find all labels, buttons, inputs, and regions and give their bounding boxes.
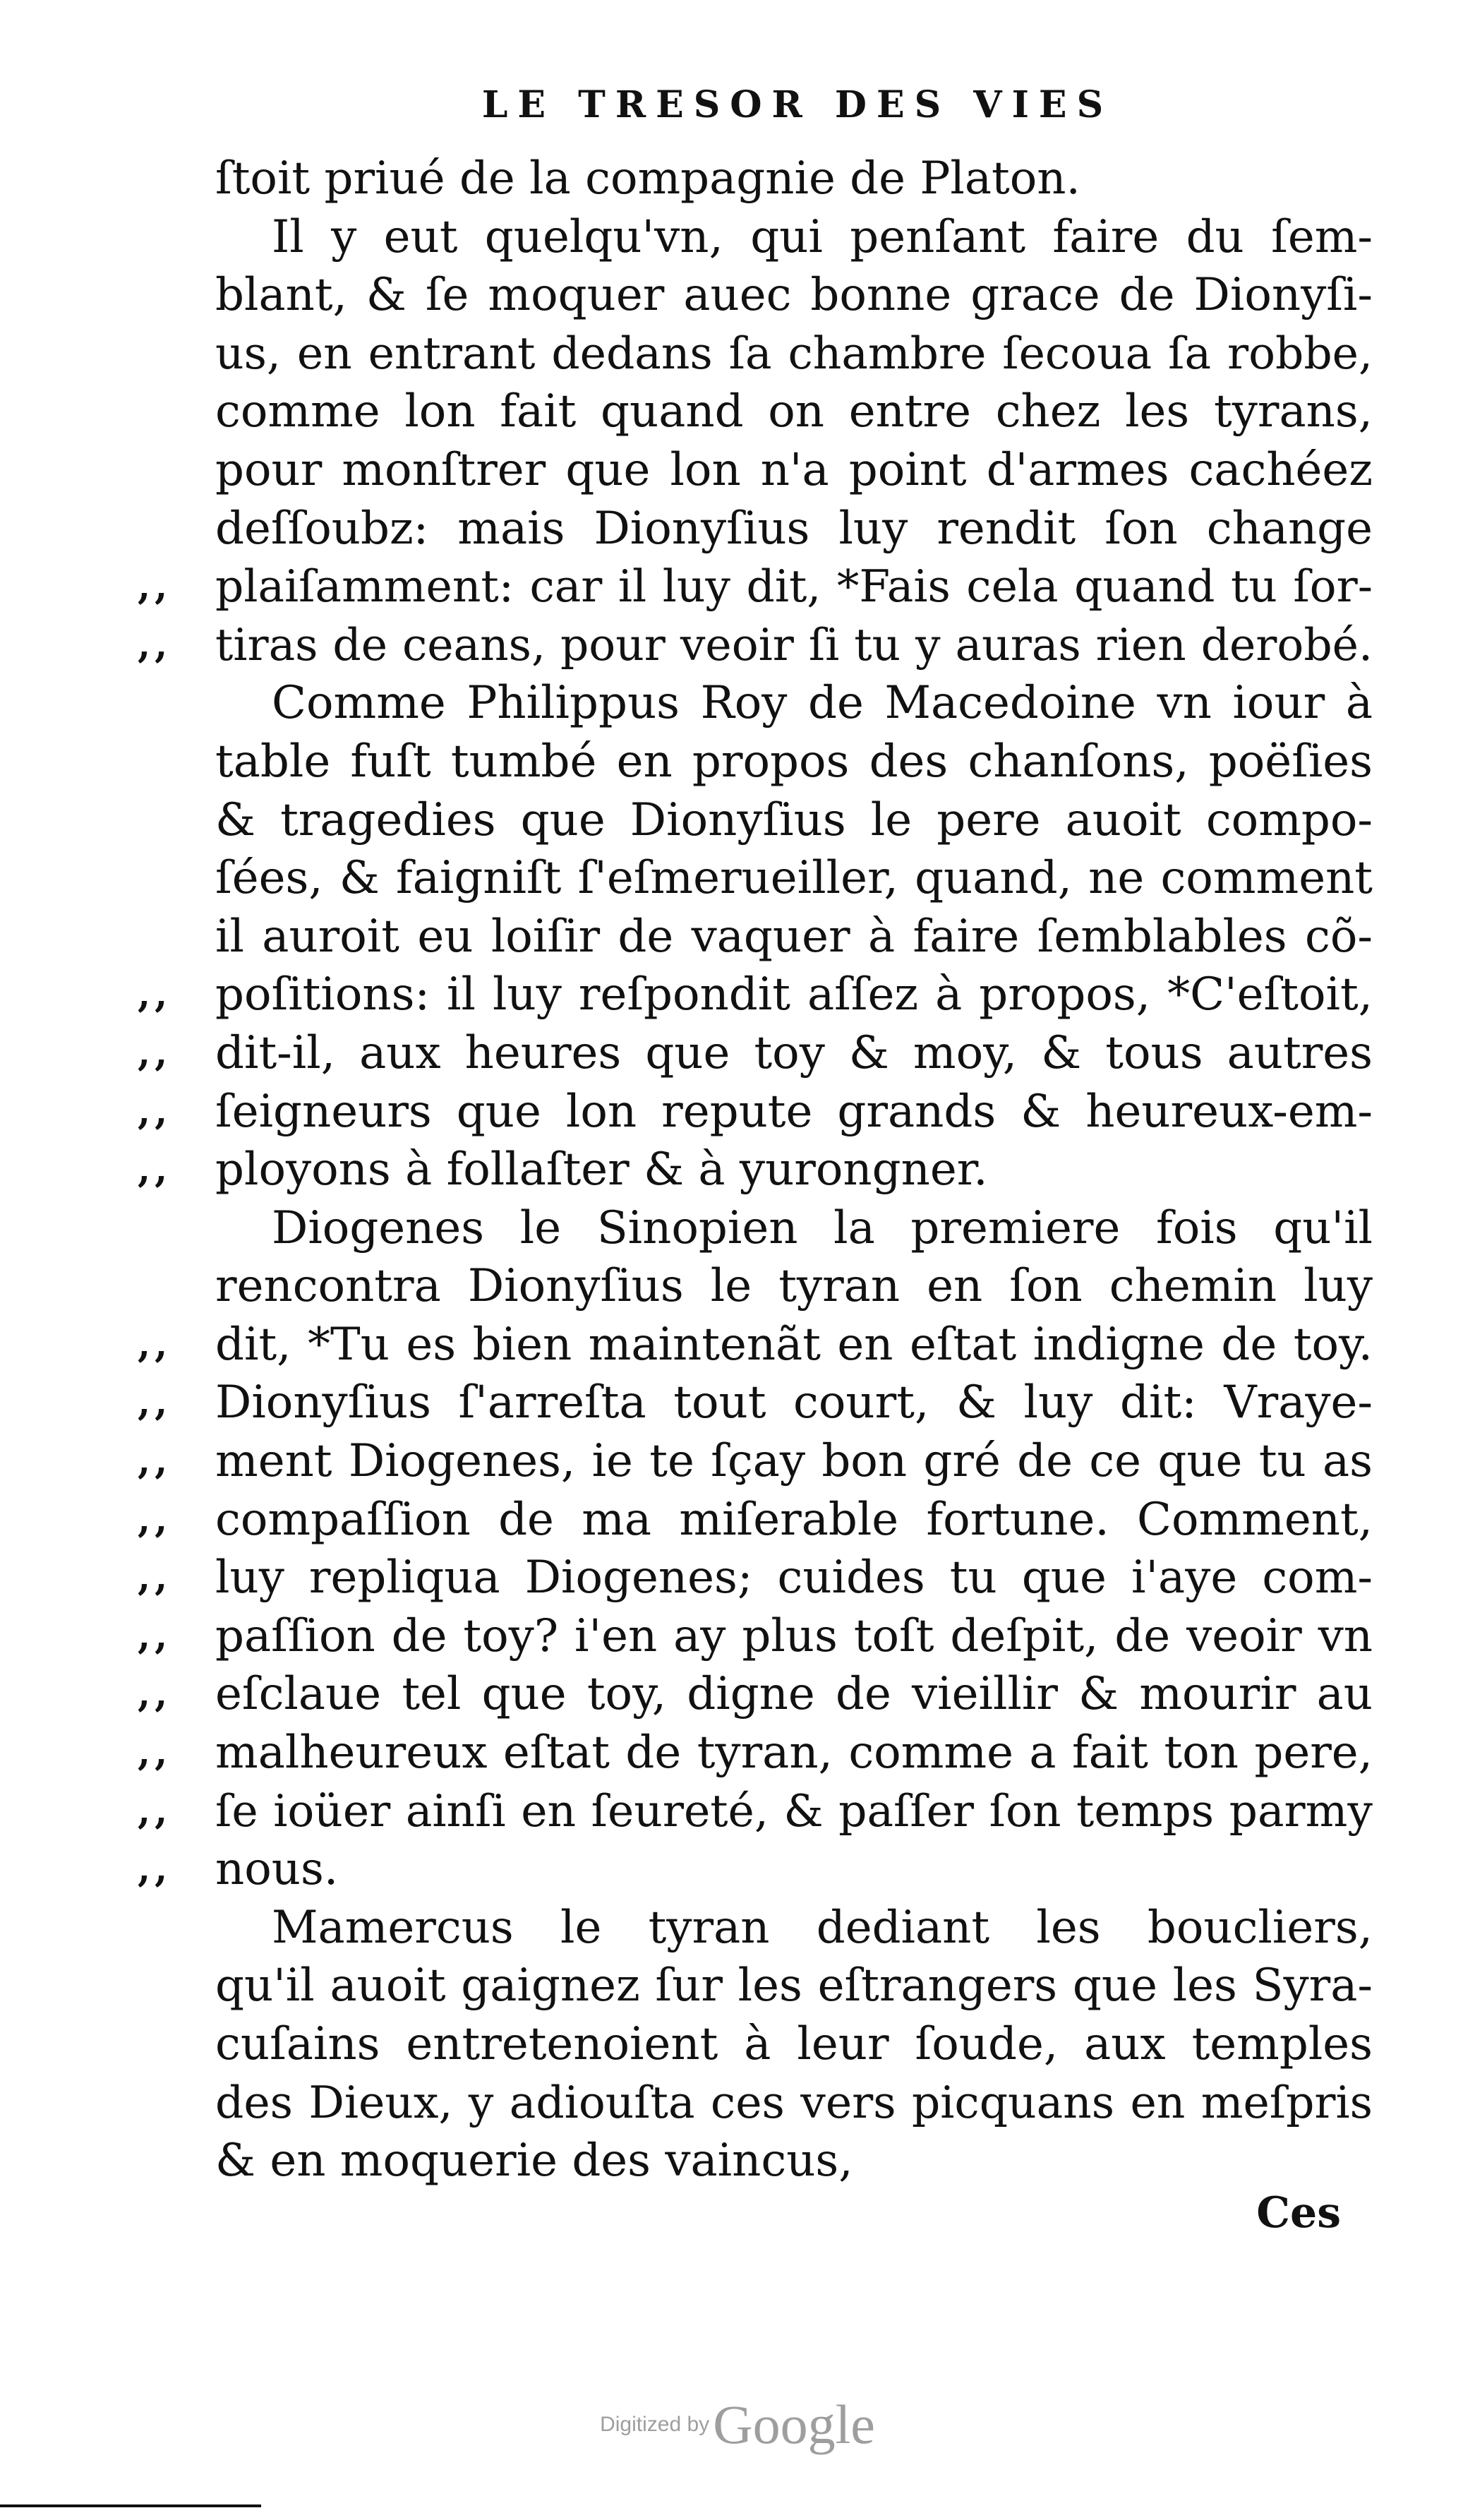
line-text: table fuſt tumbé en propos des chanſons, poëſies — [215, 735, 1373, 788]
line-text: ſtoit priué de la compagnie de Platon. — [215, 152, 1080, 205]
line-text: poſitions: il luy reſpondit aſſez à propos, *C'eſtoit, — [215, 968, 1373, 1021]
line-text: ment Diogenes, ie te ſçay bon gré de ce que tu as — [215, 1435, 1373, 1488]
line-text: compaſſion de ma miſerable fortune. Comment, — [215, 1493, 1373, 1546]
quotation-margin-mark: ,, — [138, 1847, 172, 1891]
text-line — [138, 1024, 1373, 1083]
line-text: us, en entrant dedans ſa chambre ſecoua ſa robbe, — [215, 327, 1373, 379]
text-line — [215, 150, 1373, 208]
text-line — [215, 2074, 1373, 2132]
text-line — [138, 966, 1373, 1024]
catchword: Ces — [1256, 2188, 1341, 2238]
text-line — [215, 908, 1373, 966]
text-line — [138, 558, 1373, 616]
text-line — [215, 2015, 1373, 2074]
text-line — [138, 1724, 1373, 1782]
bottom-rule — [0, 2504, 261, 2507]
text-line — [138, 1607, 1373, 1666]
line-text: dit, *Tu es bien maintenãt en eſtat indigne de toy. — [215, 1318, 1373, 1371]
line-text: blant, & ſe moquer auec bonne grace de Dionyſi- — [215, 269, 1373, 322]
quotation-margin-mark: ,, — [138, 1381, 172, 1424]
text-line — [138, 1665, 1373, 1724]
line-text: Diogenes le Sinopien la premiere fois qu'il — [272, 1201, 1373, 1254]
text-line — [215, 208, 1373, 267]
text-line — [138, 1491, 1373, 1549]
text-line — [215, 1199, 1373, 1258]
body-text — [138, 150, 1373, 2190]
line-text: dit-il, aux heures que toy & moy, & tous autres — [215, 1026, 1373, 1079]
line-text: des Dieux, y adiouſta ces vers picquans en meſpris — [215, 2076, 1373, 2128]
line-text: paſſion de toy? i'en ay plus toſt deſpit, de veoir vn — [215, 1609, 1373, 1662]
google-logo: Google — [713, 2394, 875, 2455]
quotation-margin-mark: ,, — [138, 1148, 172, 1192]
text-line — [138, 1141, 1373, 1199]
quotation-margin-mark: ,, — [138, 1731, 172, 1775]
quotation-margin-mark: ,, — [138, 1497, 172, 1541]
text-line — [138, 1083, 1373, 1141]
line-text: & tragedies que Dionyſius le pere auoit compo- — [215, 793, 1373, 846]
line-text: tiras de ceans, pour veoir ſi tu y auras rien derobé. — [215, 618, 1373, 671]
text-line — [138, 1549, 1373, 1607]
text-line — [215, 1957, 1373, 2015]
quotation-margin-mark: ,, — [138, 973, 172, 1016]
quotation-margin-mark: ,, — [138, 1322, 172, 1366]
quotation-margin-mark: ,, — [138, 1556, 172, 1600]
line-text: ſe ioüer ainſi en ſeureté, & paſſer ſon temps parmy — [215, 1784, 1373, 1837]
line-text: luy repliqua Diogenes; cuides tu que i'aye com- — [215, 1552, 1373, 1604]
line-text: qu'il auoit gaignez ſur les eſtrangers que les Syra- — [215, 1960, 1373, 2012]
quotation-margin-mark: ,, — [138, 1789, 172, 1832]
line-text: Dionyſius ſ'arreſta tout court, & luy dit: Vraye- — [215, 1376, 1373, 1429]
line-text: ployons à follaſter & à yurongner. — [215, 1144, 988, 1196]
text-line — [215, 441, 1373, 500]
line-text: ſées, & faigniſt ſ'eſmerueiller, quand, ne comment — [215, 852, 1373, 905]
text-line — [215, 674, 1373, 733]
line-text: & en moquerie des vaincus, — [215, 2135, 853, 2188]
quotation-margin-mark: ,, — [138, 565, 172, 608]
line-text: ſeigneurs que lon repute grands & heureux-em- — [215, 1085, 1373, 1138]
text-line — [138, 616, 1373, 675]
text-line — [215, 733, 1373, 791]
line-text: Comme Philippus Roy de Macedoine vn iour à — [272, 677, 1373, 730]
line-text: plaiſamment: car il luy dit, *Fais cela quand tu ſor- — [215, 560, 1373, 613]
line-text: rencontra Dionyſius le tyran en ſon chemin luy — [215, 1260, 1373, 1313]
text-line — [215, 266, 1373, 325]
line-text: deſſoubz: mais Dionyſius luy rendit ſon change — [215, 502, 1373, 555]
text-line — [215, 383, 1373, 441]
line-text: Il y eut quelqu'vn, qui penſant faire du ſem- — [272, 210, 1373, 263]
text-line — [215, 791, 1373, 850]
line-text: comme lon fait quand on entre chez les tyrans, — [215, 385, 1373, 438]
line-text: Mamercus le tyran dediant les boucliers, — [272, 1901, 1373, 1954]
line-text: pour monſtrer que lon n'a point d'armes cachéez — [215, 443, 1373, 496]
line-text: nous. — [215, 1843, 339, 1896]
text-line — [215, 849, 1373, 908]
running-head: LE TRESOR DES VIES — [481, 83, 1114, 126]
text-line — [138, 1374, 1373, 1432]
text-line — [215, 500, 1373, 558]
text-line — [138, 1782, 1373, 1841]
text-line — [138, 1840, 1373, 1899]
quotation-margin-mark: ,, — [138, 1614, 172, 1657]
text-line — [215, 1257, 1373, 1316]
line-text: cuſains entretenoient à leur ſoude, aux temples — [215, 2018, 1373, 2070]
line-text: il auroit eu loiſir de vaquer à faire ſemblables cõ- — [215, 910, 1373, 963]
text-line — [215, 1899, 1373, 1957]
quotation-margin-mark: ,, — [138, 1089, 172, 1133]
quotation-margin-mark: ,, — [138, 1672, 172, 1716]
text-line — [215, 2132, 1373, 2190]
quotation-margin-mark: ,, — [138, 1439, 172, 1483]
quotation-margin-mark: ,, — [138, 623, 172, 666]
line-text: malheureux eſtat de tyran, comme a fait ton pere, — [215, 1727, 1373, 1780]
quotation-margin-mark: ,, — [138, 1031, 172, 1074]
text-line — [138, 1316, 1373, 1374]
digitized-label: Digitized by — [600, 2413, 710, 2436]
digitization-watermark — [0, 2393, 1475, 2456]
line-text: eſclaue tel que toy, digne de vieillir & mourir au — [215, 1668, 1373, 1721]
text-line — [138, 1432, 1373, 1491]
text-line — [215, 325, 1373, 383]
